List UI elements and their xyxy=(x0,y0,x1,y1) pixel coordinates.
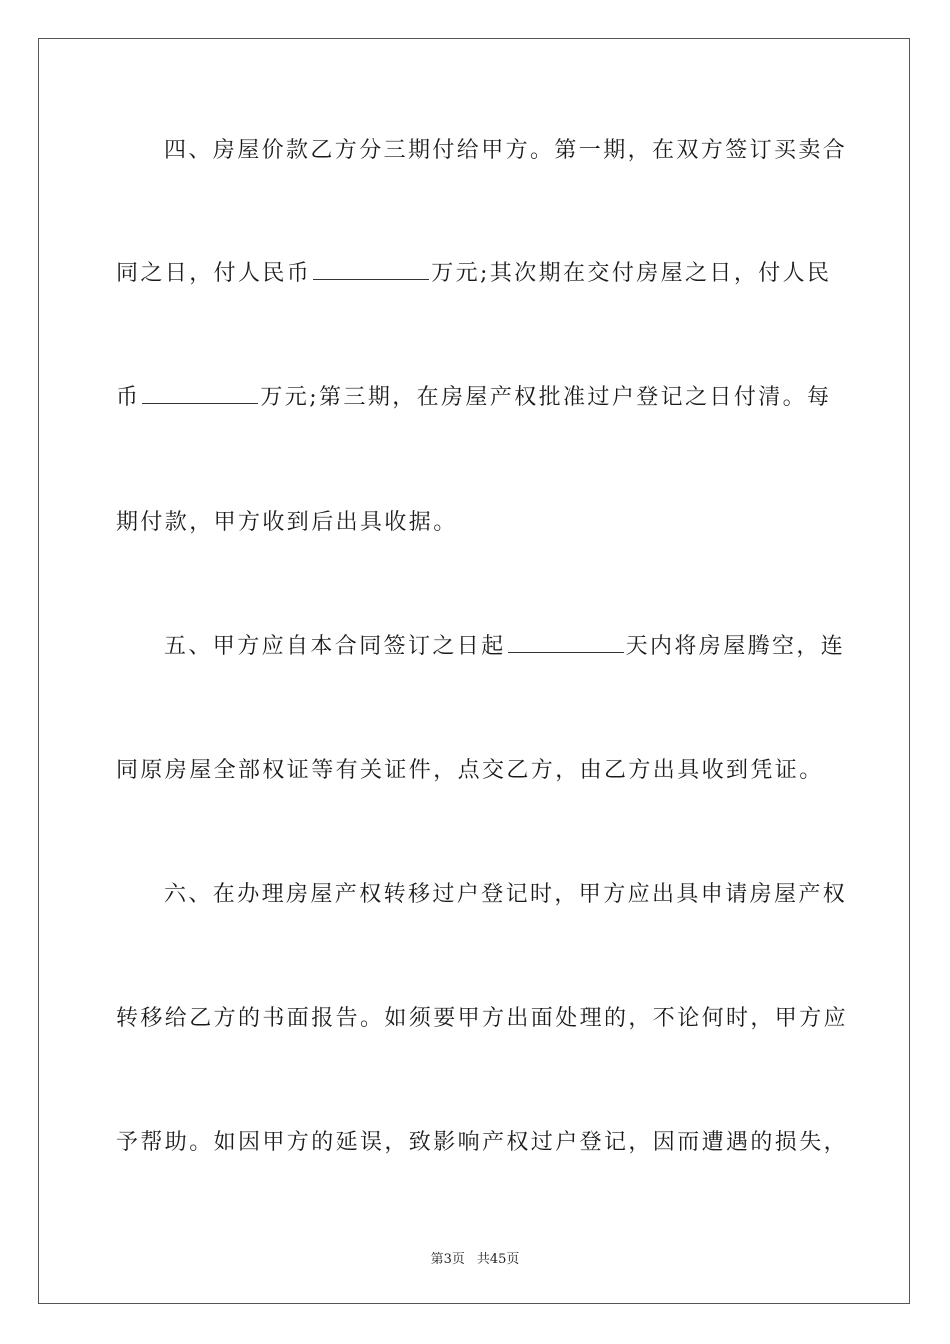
paragraph-4-line-4 xyxy=(116,508,836,538)
text: 同之日，付人民币 xyxy=(116,261,312,286)
text: 天内将房屋腾空，连 xyxy=(625,634,846,659)
page-border xyxy=(38,38,910,1304)
text: 六、在办理房屋产权转移过户登记时，甲方应出具申请房屋产权 xyxy=(164,882,848,907)
text: 予帮助。如因甲方的延误，致影响产权过户登记，因而遭遇的损失， xyxy=(116,1130,849,1155)
page-number: 第3页 xyxy=(430,1252,465,1267)
paragraph-5-line-2 xyxy=(116,756,836,786)
paragraph-4-line-2 xyxy=(116,259,836,289)
text: 期付款，甲方收到后出具收据。 xyxy=(116,510,458,535)
paragraph-6-line-3 xyxy=(116,1128,849,1158)
fill-in-blank xyxy=(508,634,624,653)
text: 同原房屋全部权证等有关证件，点交乙方，由乙方出具收到凭证。 xyxy=(116,758,824,783)
fill-in-blank xyxy=(313,261,429,280)
paragraph-6-line-1 xyxy=(116,880,848,910)
paragraph-4-line-1 xyxy=(116,136,848,166)
text: 四、房屋价款乙方分三期付给甲方。第一期，在双方签订买卖合 xyxy=(164,138,848,163)
paragraph-6-line-2 xyxy=(116,1004,849,1034)
text: 万元;第三期，在房屋产权批准过户登记之日付清。每 xyxy=(260,385,832,410)
text: 万元;其次期在交付房屋之日，付人民 xyxy=(431,261,832,286)
fill-in-blank xyxy=(142,385,258,404)
paragraph-5-line-1 xyxy=(116,632,846,662)
paragraph-4-line-3 xyxy=(116,383,836,413)
text: 五、甲方应自本合同签订之日起 xyxy=(164,634,506,659)
page-footer xyxy=(0,1248,950,1267)
text: 币 xyxy=(116,385,141,410)
text: 转移给乙方的书面报告。如须要甲方出面处理的，不论何时，甲方应 xyxy=(116,1006,849,1031)
page-total: 共45页 xyxy=(476,1252,520,1267)
